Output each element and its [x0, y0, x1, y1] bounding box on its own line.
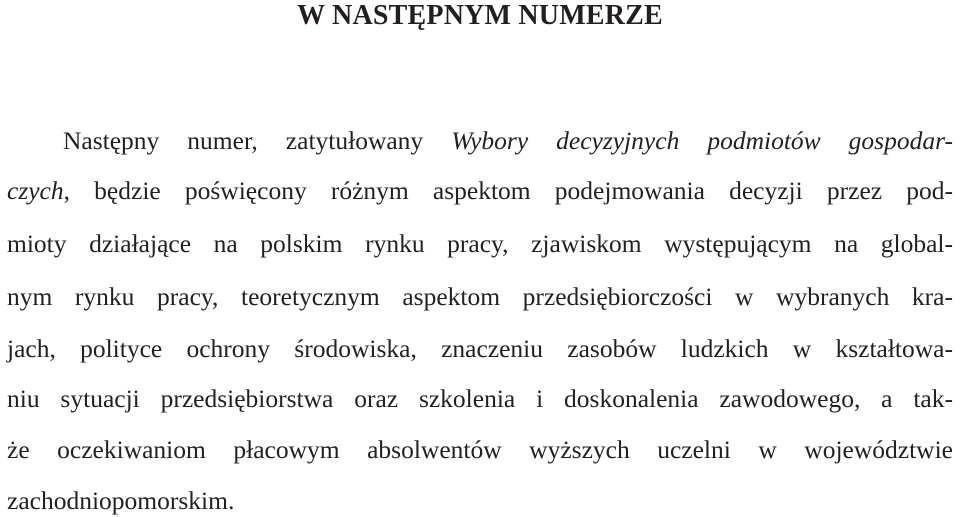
paragraph-line-3: mioty działające na polskim rynku pracy, zjawiskom występującym na global-: [7, 229, 953, 258]
paragraph-line-7: że oczekiwaniom płacowym absolwentów wyższych uczelni w województwie: [7, 435, 953, 464]
line-2-text: , będzie poświęcony różnym aspektom podejmowania decyzji przez pod-: [63, 176, 953, 205]
paragraph-line-6: niu sytuacji przedsiębiorstwa oraz szkolenia i doskonalenia zawodowego, a tak-: [7, 384, 953, 413]
paragraph-line-1: [63, 125, 953, 157]
paragraph-line-8: zachodniopomorskim.: [7, 486, 235, 515]
paragraph-line-5: jach, polityce ochrony środowiska, znaczeniu zasobów ludzkich w kształtowa-: [7, 334, 953, 363]
article-title-italic-part2: czych: [7, 176, 64, 205]
line-1-text: Następny numer, zatytułowany: [63, 126, 452, 155]
paragraph-line-4: nym rynku pracy, teoretycznym aspektom przedsiębiorczości w wybranych kra-: [7, 282, 953, 311]
paragraph-line-2: [7, 175, 953, 207]
page-heading: W NASTĘPNYM NUMERZE: [297, 0, 663, 31]
article-title-italic-part1: Wybory decyzyjnych podmiotów gospodar-: [451, 126, 953, 155]
